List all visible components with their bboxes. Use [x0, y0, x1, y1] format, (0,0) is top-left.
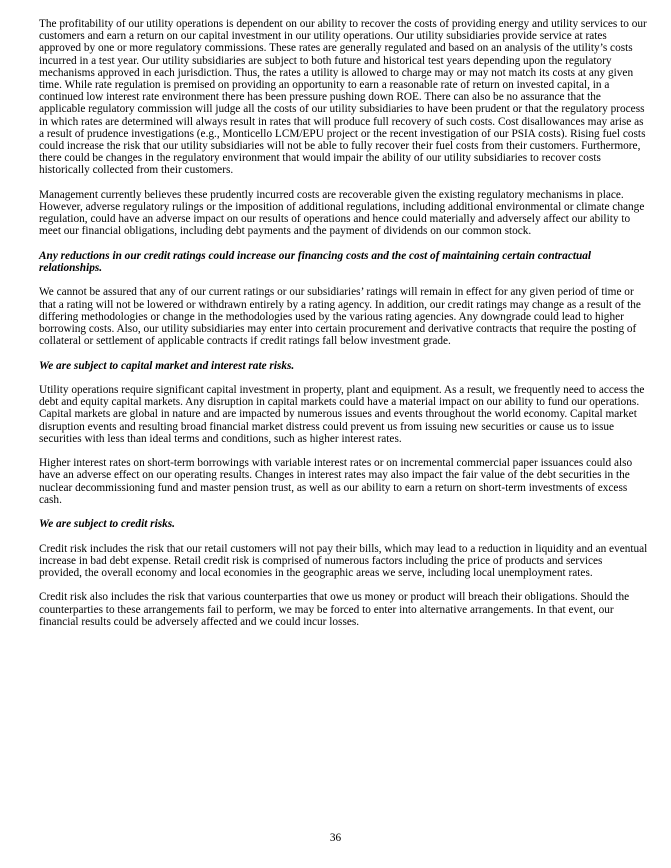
text-line: regulation, could have an adverse impact on our results of operations and hence could materially and adversely affect our ability to [39, 213, 631, 226]
body-paragraph [39, 591, 639, 628]
text-line: Utility operations require significant capital investment in property, plant and equipment. As a result, we frequently need to access the [39, 384, 645, 397]
text-line: nuclear decommissioning fund and master pension trust, as well as our ability to earn a return on short-term investments of excess [39, 481, 628, 494]
body-paragraph [39, 188, 645, 238]
text-line: However, adverse regulatory rulings or the imposition of additional regulations, including additional environmental or climate change [39, 201, 645, 214]
text-line: in which rates are determined will always result in rates that will produce full recovery of such costs. Cost disallowances may arise as [39, 115, 644, 128]
text-line: time. While rate regulation is premised on providing an opportunity to earn a reasonable rate of return on invested capital, in a [39, 79, 610, 92]
text-line: We are subject to credit risks. [39, 518, 175, 531]
text-line: incurred in a test year. Our utility subsidiaries are subject to both future and historical test years depending upon the regulatory [39, 54, 612, 67]
body-paragraph [39, 18, 647, 177]
text-line: securities with less than ideal terms and conditions, such as higher interest rates. [39, 432, 402, 445]
text-line: a result of prudence investigations (e.g., Monticello LCM/EPU project or the recent investigation of our PSIA costs). Rising fuel costs [39, 127, 646, 140]
text-line: Capital markets are global in nature and are impacted by numerous issues and events throughout the world economy. Capital market [39, 408, 637, 421]
text-line: debt and equity capital markets. Any disruption in capital markets could have a material impact on our ability to fund our operations. [39, 396, 640, 409]
text-line: historically collected from their customers. [39, 164, 234, 177]
page-number: 36 [329, 832, 342, 844]
text-line: counterparties to these arrangements fail to perform, we may be forced to enter into alternative arrangements. In that event, our [39, 603, 614, 616]
text-line: continued low interest rate environment there has been pressure pushing down ROE. There can also be no assurance that the [39, 91, 601, 104]
section-heading [39, 518, 639, 530]
document-page [39, 18, 648, 640]
text-line: We cannot be assured that any of our current ratings or our subsidiaries’ ratings will remain in effect for any given period of time or [39, 286, 634, 299]
text-line: Any reductions in our credit ratings could increase our financing costs and the cost of maintaining certain contractual [39, 249, 592, 262]
text-line: differing methodologies or change in the methodologies used by the various rating agencies. Any downgrade could lead to higher [39, 310, 624, 323]
text-line: there could be changes in the regulatory environment that would impair the ability of our utility subsidiaries to recover costs [39, 152, 601, 165]
body-paragraph [39, 286, 639, 347]
text-line: disruption events and resulting broad financial market distress could prevent us from issuing new securities or cause us to issue [39, 420, 615, 433]
section-heading [39, 250, 639, 274]
text-line: that a rating will not be lowered or withdrawn entirely by a rating agency. In addition, our credit ratings may change as a result of the [39, 298, 641, 311]
text-line: financial results could be adversely affected and we could incur losses. [39, 615, 360, 628]
text-line: could increase the risk that our utility subsidiaries will not be able to fully recover their fuel costs from their customers. Furthermore, [39, 140, 641, 153]
body-paragraph [39, 384, 645, 445]
text-line: provided, the overall economy and local economies in the geographic areas we serve, including local unemployment rates. [39, 567, 593, 580]
text-line: cash. [39, 493, 62, 506]
section-heading [39, 360, 639, 372]
text-line: applicable regulatory commission will judge all the costs of our utility subsidiaries to have been prudent or that the regulatory process [39, 103, 645, 116]
body-paragraph [39, 542, 648, 580]
text-line: Higher interest rates on short-term borrowings with variable interest rates or on incremental commercial paper issuances could also [39, 457, 633, 470]
text-line: The profitability of our utility operations is dependent on our ability to recover the costs of providing energy and utility services to our [39, 18, 647, 30]
text-line: relationships. [39, 262, 103, 275]
text-line: have an adverse effect on our operating results. Changes in interest rates may also impact the fair value of the debt securities in the [39, 469, 630, 482]
text-line: increase in bad debt expense. Retail credit risk is comprised of numerous factors including the price of products and services [39, 554, 603, 567]
text-line: Management currently believes these prudently incurred costs are recoverable given the existing regulatory mechanisms in place. [39, 188, 624, 201]
text-line: Credit risk also includes the risk that various counterparties that owe us money or product will breach their obligations. Should the [39, 591, 630, 604]
text-line: borrowing costs. Also, our utility subsidiaries may enter into certain procurement and derivative contracts that require the posting of [39, 323, 637, 336]
text-line: We are subject to capital market and interest rate risks. [39, 359, 295, 372]
text-line: mechanisms approved in each jurisdiction. Thus, the rates a utility is allowed to charge may or may not match its costs at any given [39, 66, 634, 79]
text-line: meet our financial obligations, including debt payments and the payment of dividends on our common stock. [39, 225, 532, 238]
text-line: Credit risk includes the risk that our retail customers will not pay their bills, which may lead to a reduction in liquidity and an eventual [39, 542, 648, 555]
text-line: approved by one or more regulatory commissions. These rates are generally regulated and based on an analysis of the utility’s costs [39, 42, 633, 55]
text-line: customers and earn a return on our capital investment in our utility operations. Our utility subsidiaries provide service at rates [39, 30, 607, 43]
body-paragraph [39, 457, 639, 506]
text-line: collateral or settlement of applicable contracts if credit ratings fall below investment grade. [39, 335, 451, 348]
